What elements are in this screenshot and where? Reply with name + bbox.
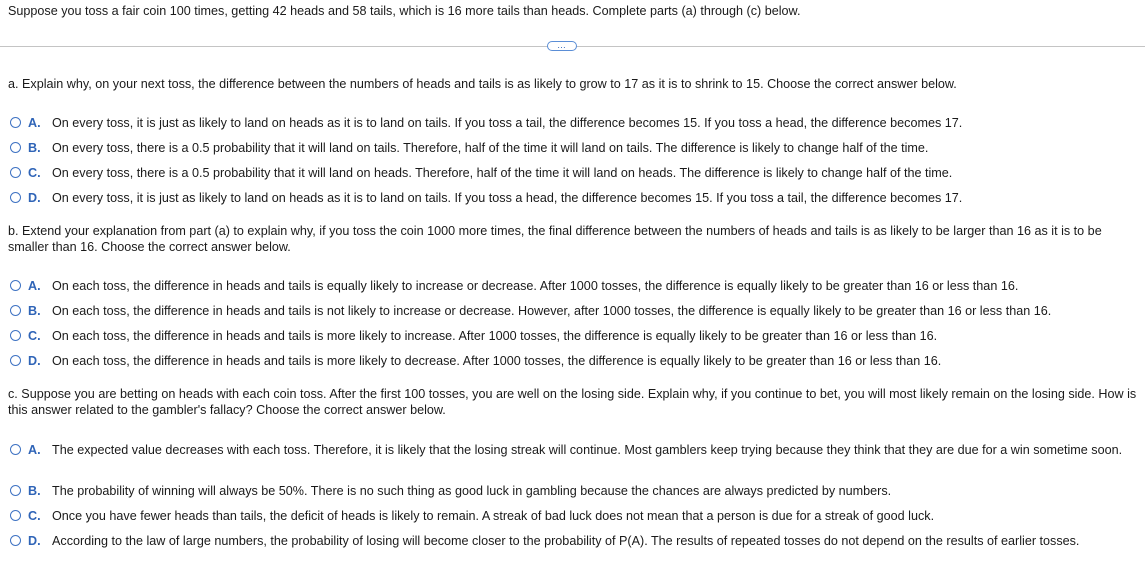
radio-button[interactable] — [10, 444, 21, 455]
option-text: On every toss, there is a 0.5 probability that it will land on heads. Therefore, half of the time it will land on heads. The difference is likely to change half of the time. — [52, 166, 953, 180]
option-c-D[interactable] — [10, 533, 1137, 549]
option-text: On each toss, the difference in heads and tails is not likely to increase or decrease. However, after 1000 tosses, the difference is equally likely to be greater than 16 or less than 16. — [52, 304, 1052, 318]
option-text: Once you have fewer heads than tails, the deficit of heads is likely to remain. A streak of bad luck does not mean that a person is due for a streak of good luck. — [52, 509, 935, 523]
option-text: According to the law of large numbers, the probability of losing will become closer to the probability of P(A). The results of repeated tosses do not depend on the results of earlier tosses. — [52, 534, 1080, 548]
option-text: On each toss, the difference in heads and tails is more likely to decrease. After 1000 tosses, the difference is equally likely to be greater than 16 or less than 16. — [52, 354, 942, 368]
radio-button[interactable] — [10, 485, 21, 496]
expand-more-button[interactable] — [547, 41, 577, 51]
option-letter: C. — [28, 509, 41, 523]
option-letter: D. — [28, 354, 41, 368]
option-letter: B. — [28, 304, 41, 318]
radio-button[interactable] — [10, 535, 21, 546]
option-a-D[interactable] — [10, 190, 1137, 206]
option-letter: D. — [28, 534, 41, 548]
option-letter: C. — [28, 329, 41, 343]
option-text: On every toss, there is a 0.5 probability that it will land on tails. Therefore, half of the time it will land on tails. The difference is likely to change half of the time. — [52, 141, 929, 155]
option-letter: D. — [28, 191, 41, 205]
radio-button[interactable] — [10, 510, 21, 521]
option-b-A[interactable] — [10, 278, 1137, 294]
question-b: b. Extend your explanation from part (a) to explain why, if you toss the coin 1000 more times, the final difference between the numbers of heads and tails is as likely to be larger than 16 as it is to be smaller than 16. Choose the correct answer below. — [8, 224, 1102, 254]
option-b-B[interactable] — [10, 303, 1137, 319]
radio-button[interactable] — [10, 305, 21, 316]
radio-button[interactable] — [10, 330, 21, 341]
question-c: c. Suppose you are betting on heads with each coin toss. After the first 100 tosses, you are well on the losing side. Explain why, if you continue to bet, you will most likely remain on the losing side. How is this answer related to the gambler's fallacy? Choose the correct answer below. — [8, 387, 1137, 417]
option-text: The expected value decreases with each toss. Therefore, it is likely that the losing streak will continue. Most gamblers keep trying because they think that they are due for a win sometime soon. — [52, 443, 1123, 457]
option-a-B[interactable] — [10, 140, 1137, 156]
option-letter: B. — [28, 141, 41, 155]
option-c-C[interactable] — [10, 508, 1137, 524]
option-a-C[interactable] — [10, 165, 1137, 181]
option-a-A[interactable] — [10, 115, 1137, 131]
option-letter: B. — [28, 484, 41, 498]
option-c-B[interactable] — [10, 483, 1137, 499]
more-dots-icon: … — [557, 39, 567, 50]
radio-button[interactable] — [10, 142, 21, 153]
option-text: On each toss, the difference in heads and tails is equally likely to increase or decrease. After 1000 tosses, the difference is equally likely to be greater than 16 or less than 16. — [52, 279, 1019, 293]
option-text: On every toss, it is just as likely to land on heads as it is to land on tails. If you toss a tail, the difference becomes 15. If you toss a head, the difference becomes 17. — [52, 116, 963, 130]
option-b-C[interactable] — [10, 328, 1137, 344]
option-text: On every toss, it is just as likely to land on heads as it is to land on tails. If you toss a head, the difference becomes 15. If you toss a tail, the difference becomes 17. — [52, 191, 963, 205]
option-letter: A. — [28, 443, 41, 457]
question-a: a. Explain why, on your next toss, the difference between the numbers of heads and tails is as likely to grow to 17 as it is to shrink to 15. Choose the correct answer below. — [8, 77, 957, 91]
option-text: On each toss, the difference in heads and tails is more likely to increase. After 1000 tosses, the difference is equally likely to be greater than 16 or less than 16. — [52, 329, 938, 343]
radio-button[interactable] — [10, 280, 21, 291]
radio-button[interactable] — [10, 192, 21, 203]
option-letter: C. — [28, 166, 41, 180]
radio-button[interactable] — [10, 167, 21, 178]
option-letter: A. — [28, 116, 41, 130]
problem-statement: Suppose you toss a fair coin 100 times, getting 42 heads and 58 tails, which is 16 more tails than heads. Complete parts (a) through (c) below. — [8, 4, 801, 18]
radio-button[interactable] — [10, 355, 21, 366]
option-text: The probability of winning will always be 50%. There is no such thing as good luck in gambling because the chances are always predicted by numbers. — [52, 484, 892, 498]
option-c-A[interactable] — [10, 442, 1137, 458]
option-b-D[interactable] — [10, 353, 1137, 369]
radio-button[interactable] — [10, 117, 21, 128]
option-letter: A. — [28, 279, 41, 293]
